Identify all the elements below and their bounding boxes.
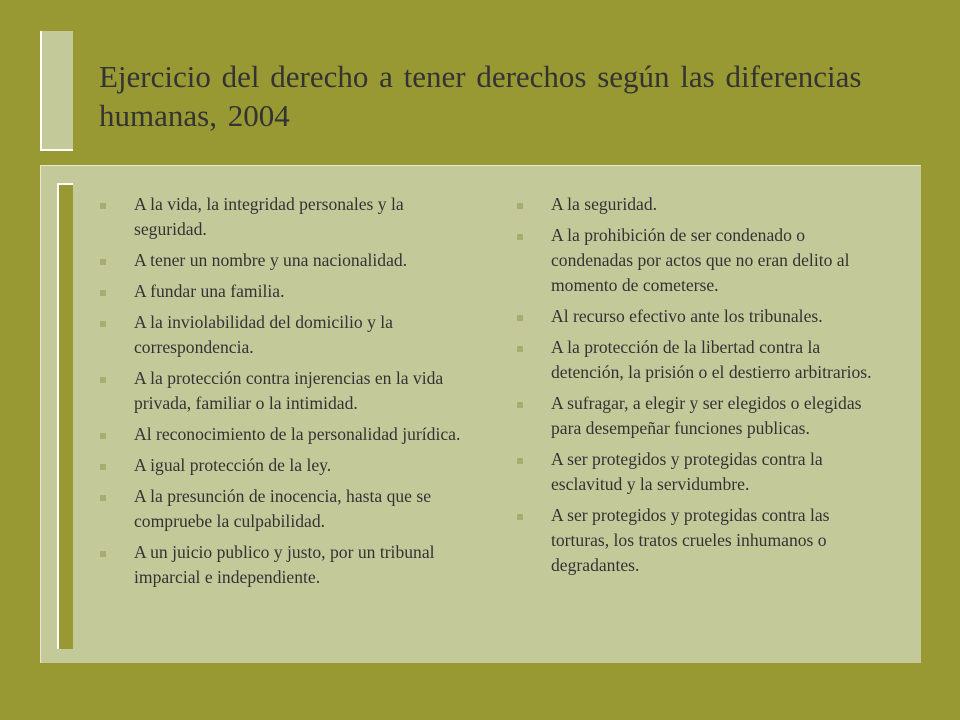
list-item-text: A la presunción de inocencia, hasta que se compruebe la culpabilidad. xyxy=(134,486,432,531)
square-bullet-icon xyxy=(100,433,106,439)
list-item xyxy=(99,540,479,590)
list-item-text: Al reconocimiento de la personalidad jurídica. xyxy=(134,424,461,444)
list-item-text: A la vida, la integridad personales y la seguridad. xyxy=(134,194,404,239)
square-bullet-icon xyxy=(517,458,523,464)
list-item-text: A fundar una familia. xyxy=(134,281,285,301)
list-item xyxy=(516,335,888,385)
list-item-text: A un juicio publico y justo, por un tribunal imparcial e independiente. xyxy=(134,542,435,587)
list-item xyxy=(99,453,479,478)
list-item xyxy=(99,279,479,304)
square-bullet-icon xyxy=(100,290,106,296)
square-bullet-icon xyxy=(517,346,523,352)
list-item-text: A igual protección de la ley. xyxy=(134,455,332,475)
list-item xyxy=(516,391,888,441)
square-bullet-icon xyxy=(517,402,523,408)
list-item xyxy=(99,366,479,416)
left-rights-list xyxy=(99,192,479,596)
list-item-text: Al recurso efectivo ante los tribunales. xyxy=(551,306,823,326)
square-bullet-icon xyxy=(517,203,523,209)
list-item xyxy=(516,223,888,298)
list-item xyxy=(99,484,479,534)
list-item-text: A la seguridad. xyxy=(551,194,658,214)
list-item-text: A sufragar, a elegir y ser elegidos o elegidas para desempeñar funciones publicas. xyxy=(551,393,862,438)
list-item-text: A ser protegidos y protegidas contra las torturas, los tratos crueles inhumanos o degradantes. xyxy=(551,505,830,575)
square-bullet-icon xyxy=(100,203,106,209)
list-item xyxy=(99,248,479,273)
list-item-text: A la protección de la libertad contra la detención, la prisión o el destierro arbitrarios. xyxy=(551,337,872,382)
list-item xyxy=(516,447,888,497)
list-item-text: A tener un nombre y una nacionalidad. xyxy=(134,250,408,270)
square-bullet-icon xyxy=(100,551,106,557)
list-item xyxy=(516,192,888,217)
list-item xyxy=(516,503,888,578)
square-bullet-icon xyxy=(100,464,106,470)
list-item-text: A la inviolabilidad del domicilio y la correspondencia. xyxy=(134,312,393,357)
list-item xyxy=(99,192,479,242)
content-accent-bar xyxy=(57,183,73,649)
list-item-text: A la prohibición de ser condenado o condenadas por actos que no eran delito al momento de cometerse. xyxy=(551,225,850,295)
square-bullet-icon xyxy=(517,315,523,321)
square-bullet-icon xyxy=(517,514,523,520)
list-item-text: A ser protegidos y protegidas contra la esclavitud y la servidumbre. xyxy=(551,449,823,494)
list-item-text: A la protección contra injerencias en la vida privada, familiar o la intimidad. xyxy=(134,368,444,413)
square-bullet-icon xyxy=(100,495,106,501)
square-bullet-icon xyxy=(517,234,523,240)
square-bullet-icon xyxy=(100,259,106,265)
title-accent-bar xyxy=(40,31,73,151)
list-item xyxy=(516,304,888,329)
list-item xyxy=(99,310,479,360)
right-rights-list xyxy=(516,192,888,584)
slide-title: Ejercicio del derecho a tener derechos según las diferencias humanas, 2004 xyxy=(99,59,862,133)
square-bullet-icon xyxy=(100,321,106,327)
square-bullet-icon xyxy=(100,377,106,383)
list-item xyxy=(99,422,479,447)
